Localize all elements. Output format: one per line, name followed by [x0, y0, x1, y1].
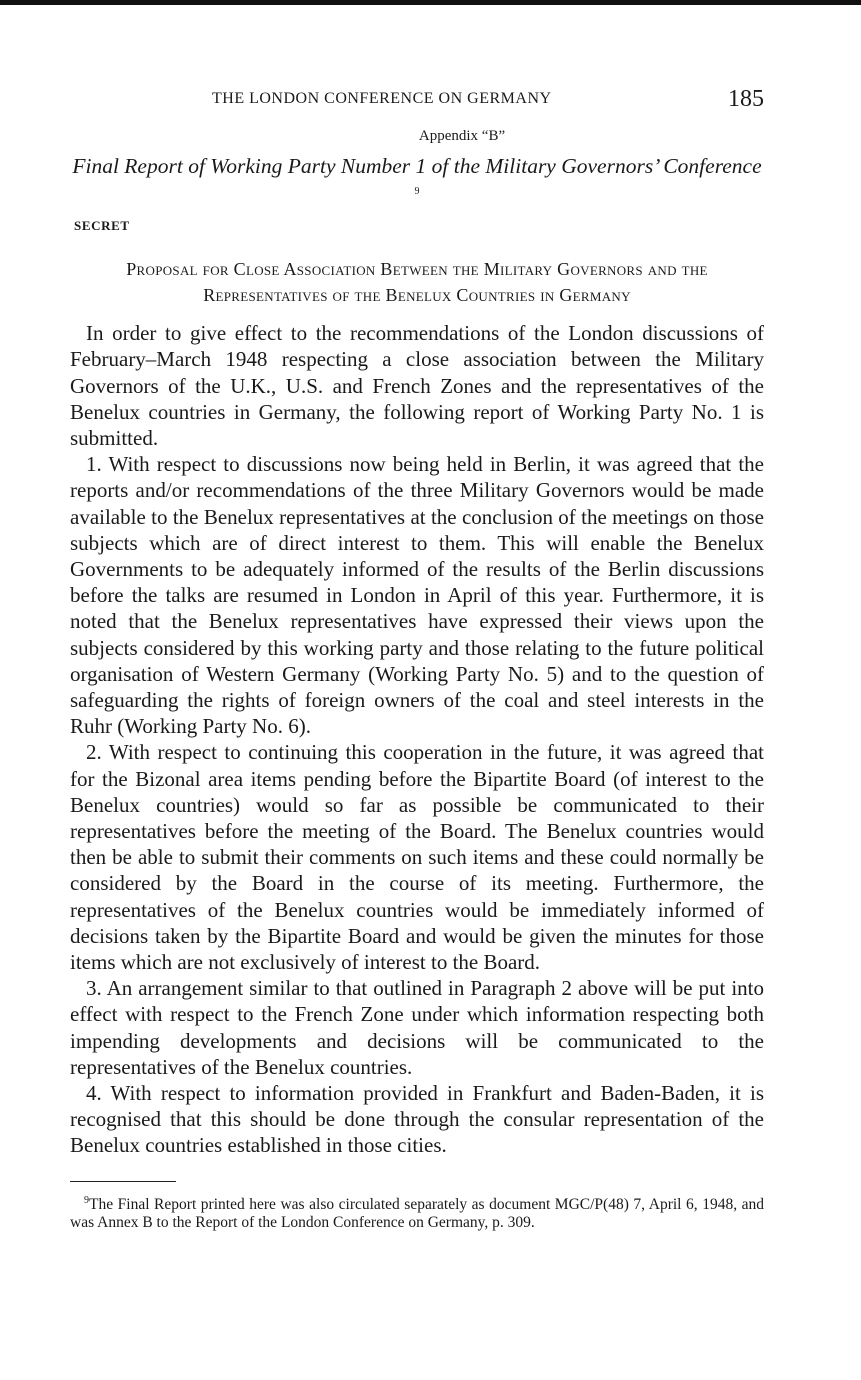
document-page [70, 84, 764, 1233]
running-title: THE LONDON CONFERENCE ON GERMANY [212, 90, 552, 107]
proposal-heading: Proposal for Close Association Between the Military Governors and the Representatives of the Benelux Countries in Germany [126, 259, 708, 306]
paragraph-3: 3. An arrangement similar to that outlined in Paragraph 2 above will be put into effect with respect to the French Zone under which information respecting both impending developments and decisions will be communicated to the representatives of the Benelux countries. [70, 976, 764, 1079]
footnote [70, 1192, 764, 1233]
footnote-mark: 9 [84, 1194, 89, 1206]
footnote-text: The Final Report printed here was also circulated separately as document MGC/P(48) 7, April 6, 1948, and was Annex B to the Report of the London Conference on Germany, p. 309. [70, 1195, 764, 1232]
report-title [70, 153, 764, 208]
paragraph-2: 2. With respect to continuing this cooperation in the future, it was agreed that for the Bizonal area items pending before the Bipartite Board (of interest to the Benelux countries) would so far as possible be communicated to their representatives before the meeting of the Board. The Benelux countries would then be able to submit their comments on such items and these could normally be considered by the Board in the course of its meeting. Furthermore, the representatives of the Benelux countries would be immediately informed of decisions taken by the Bipartite Board and would be given the minutes for those items which are not exclusively of interest to the Board. [70, 740, 764, 975]
paragraph-4: 4. With respect to information provided in Frankfurt and Baden-Baden, it is recognised that this should be done through the consular representation of the Benelux countries established in those cities. [70, 1081, 764, 1158]
page-top-edge [0, 0, 861, 5]
footnote-reference[interactable]: 9 [414, 186, 420, 197]
appendix-label: Appendix “B” [418, 128, 506, 144]
body-text [70, 320, 764, 1159]
intro-paragraph: In order to give effect to the recommendations of the London discussions of February–March 1948 respecting a close association between the Military Governors of the U.K., U.S. and French Zones and the representatives of the Benelux countries in Germany, the following report of Working Party No. 1 is submitted. [70, 321, 764, 450]
report-title-text: Final Report of Working Party Number 1 of the Military Governors’ Conference [72, 154, 762, 178]
paragraph-1: 1. With respect to discussions now being held in Berlin, it was agreed that the reports and/or recommendations of the three Military Governors would be made available to the Benelux representatives at the conclusion of the meetings on those subjects which are of direct interest to them. This will enable the Benelux Governments to be adequately informed of the results of the Berlin discussions before the talks are resumed in London in April of this year. Furthermore, it is noted that the Benelux representatives have expressed their views upon the subjects considered by this working party and those relating to the future political organisation of Western Germany (Working Party No. 5) and to the question of safeguarding the rights of foreign owners of the coal and steel interests in the Ruhr (Working Party No. 6). [70, 452, 764, 739]
page-number: 185 [728, 86, 764, 112]
classification-label: SECRET [74, 218, 130, 234]
footnote-divider [70, 1181, 176, 1182]
running-head [70, 84, 764, 118]
